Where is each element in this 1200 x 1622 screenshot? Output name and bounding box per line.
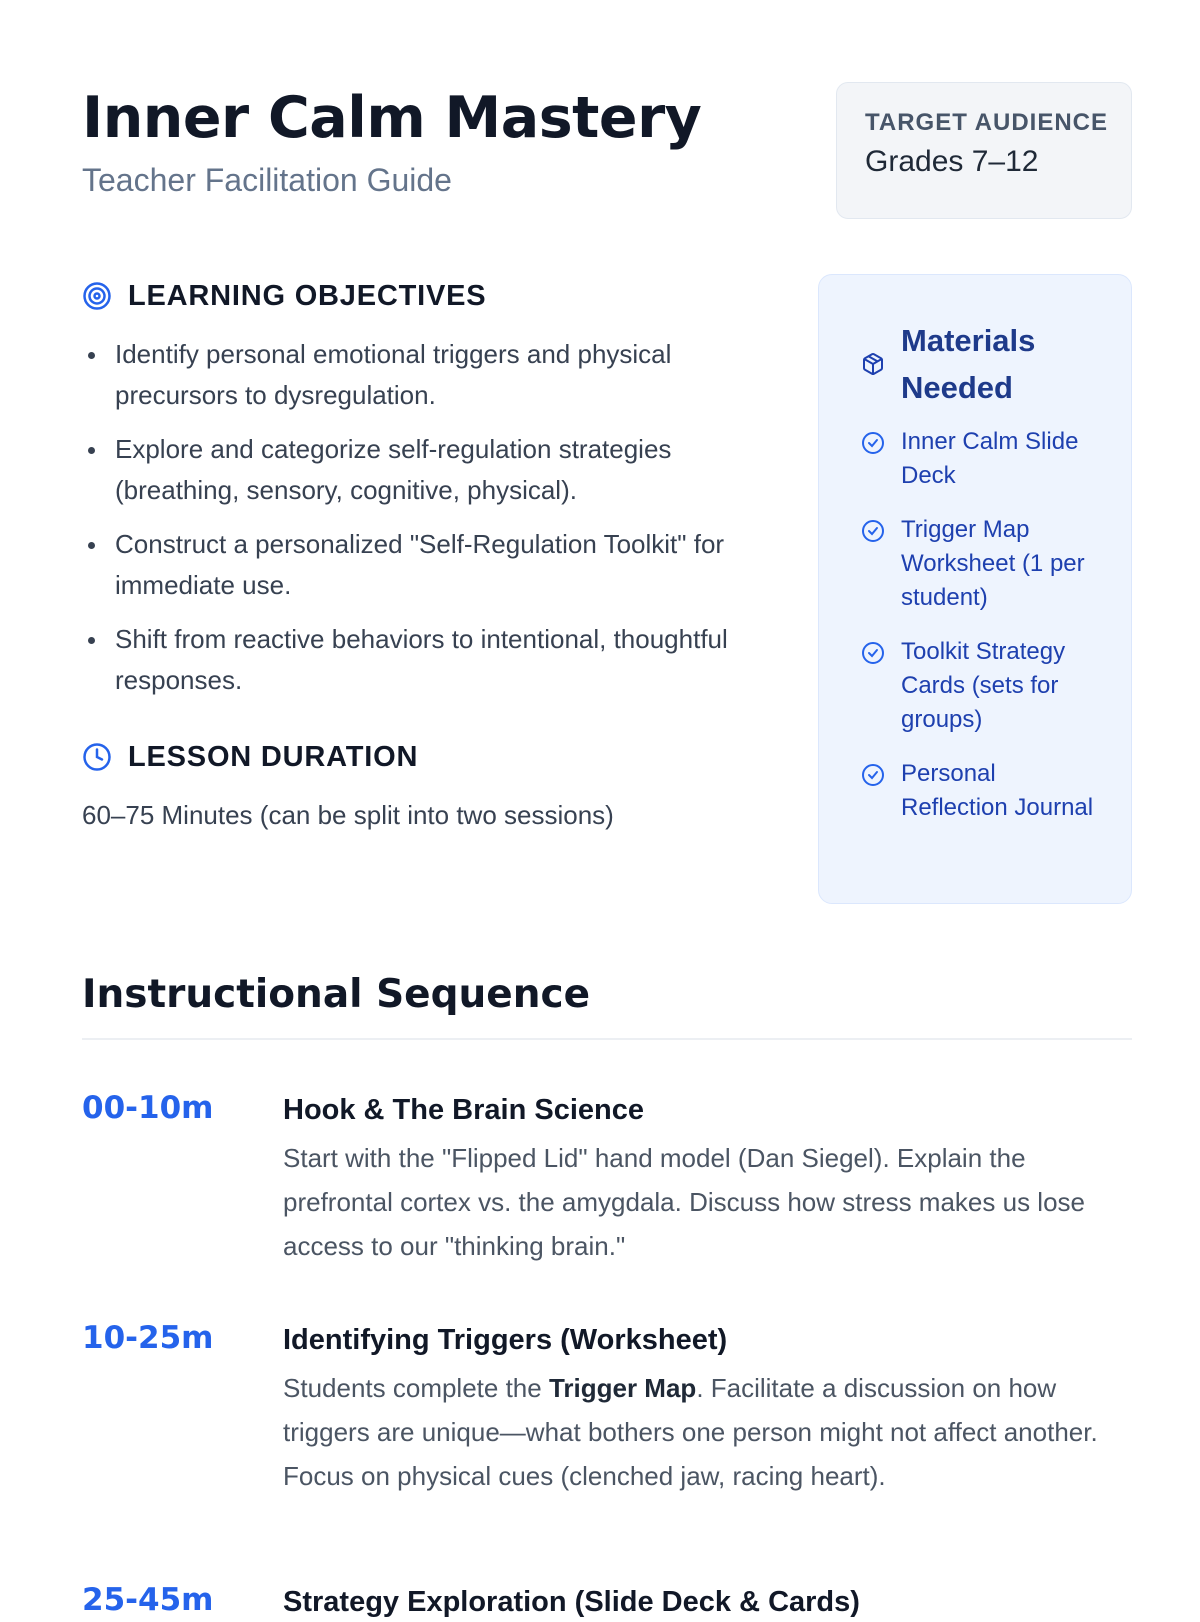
check-circle-icon [861,763,885,787]
step-description: Start with the "Flipped Lid" hand model (Dan Siegel). Explain the prefrontal cortex vs. the amygdala. Discuss how stress makes us lose access to our "thinking brain." [283,1143,1085,1261]
target-audience-value: Grades 7–12 [865,145,1039,178]
duration-heading-label: LESSON DURATION [128,740,419,773]
duration-text: 60–75 Minutes (can be split into two sessions) [82,800,614,830]
clock-icon [82,742,112,772]
material-label: Personal Reflection Journal [901,760,1094,821]
list-item [861,425,1095,493]
sequence-title: Instructional Sequence [82,972,591,1017]
materials-heading-label: Materials Needed [901,323,1036,405]
target-audience-card [836,82,1132,219]
page-header [82,82,701,200]
list-item [861,757,1095,825]
materials-list [861,425,1095,825]
objectives-heading-label: LEARNING OBJECTIVES [128,279,487,312]
box-icon [861,352,885,376]
material-label: Trigger Map Worksheet (1 per student) [901,516,1085,611]
step-body [283,1320,1123,1498]
materials-card [818,274,1132,904]
check-circle-icon [861,519,885,543]
section-divider [82,1038,1132,1040]
step-title: Hook & The Brain Science [283,1094,644,1126]
step-desc-text: . Facilitate a discussion on how triggers are unique—what bothers one person might not affect another. Focus on physical cues (clenched jaw, racing heart). [283,1373,1098,1491]
check-circle-icon [861,431,885,455]
page-subtitle: Teacher Facilitation Guide [82,162,452,198]
step-description [283,1366,1123,1498]
list-item: Identify personal emotional triggers and physical precursors to dysregulation. [82,334,772,416]
list-item [861,513,1095,615]
step-title: Identifying Triggers (Worksheet) [283,1324,728,1356]
materials-heading [861,317,1095,411]
step-time: 25-45m [82,1582,214,1618]
step-body [283,1090,1123,1268]
target-icon [82,281,112,311]
duration-heading [82,737,418,777]
objectives-list [82,334,772,714]
objectives-heading [82,276,486,316]
material-label: Inner Calm Slide Deck [901,428,1079,489]
list-item: Explore and categorize self-regulation strategies (breathing, sensory, cognitive, physical). [82,429,772,511]
step-time: 10-25m [82,1320,214,1356]
step-title: Strategy Exploration (Slide Deck & Cards) [283,1586,860,1618]
list-item: Shift from reactive behaviors to intentional, thoughtful responses. [82,619,772,701]
step-desc-emphasis: Trigger Map [548,1373,697,1403]
step-time: 00-10m [82,1090,214,1126]
step-body [283,1582,1123,1622]
list-item: Construct a personalized "Self-Regulation Toolkit" for immediate use. [82,524,772,606]
target-audience-label: TARGET AUDIENCE [865,109,1108,136]
page-title: Inner Calm Mastery [82,85,702,151]
check-circle-icon [861,641,885,665]
material-label: Toolkit Strategy Cards (sets for groups) [901,638,1066,733]
step-desc-text: Students complete the [283,1373,549,1403]
list-item [861,635,1095,737]
